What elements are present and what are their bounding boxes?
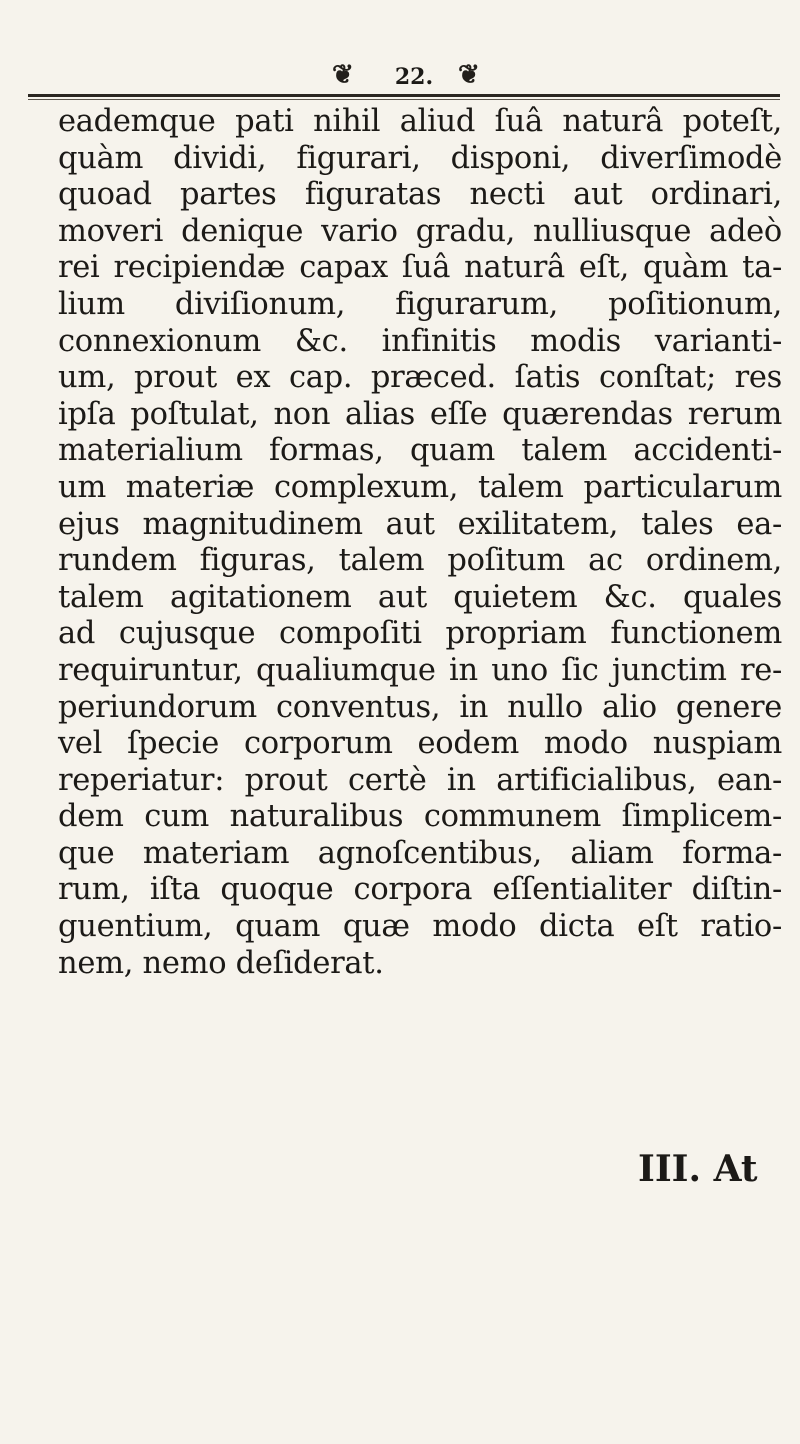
text-line: nem, nemo deſiderat. (58, 945, 384, 981)
text-line: moveri denique vario gradu, nulliusque adeò (58, 213, 782, 249)
header-rule-thin (28, 99, 780, 100)
ornament-right-icon: ❦ (458, 60, 478, 90)
ornament-left-icon: ❦ (332, 60, 352, 90)
text-line: quàm dividi, figurari, disponi, diverſimodè (58, 140, 782, 176)
text-line: rundem figuras, talem poſitum ac ordinem, (58, 543, 782, 579)
running-header (28, 58, 780, 98)
text-line: reperiatur: prout certè in artificialibus, ean- (58, 762, 782, 798)
text-line: connexionum &c. infinitis modis varianti- (58, 323, 782, 359)
text-line: que materiam agnoſcentibus, aliam forma- (58, 835, 782, 871)
text-line: rum, iſta quoque corpora eſſentialiter diſtin- (58, 872, 782, 908)
header-rule (28, 94, 780, 97)
text-line: ipſa poſtulat, non alias eſſe quærendas rerum (58, 396, 782, 432)
text-line: um, prout ex cap. præced. ſatis conſtat; res (58, 360, 782, 396)
text-line: ejus magnitudinem aut exilitatem, tales ea- (58, 506, 782, 542)
text-line: dem cum naturalibus communem ſimplicem- (58, 799, 782, 835)
text-line: talem agitationem aut quietem &c. quales (58, 579, 782, 615)
page-number: 22. (394, 64, 434, 90)
text-line: lium diviſionum, figurarum, poſitionum, (58, 286, 782, 322)
body-text (58, 104, 782, 982)
text-line: requiruntur, qualiumque in uno ſic junctim re- (58, 652, 782, 688)
text-line: um materiæ complexum, talem particularum (58, 469, 782, 505)
text-line: ad cujusque compoſiti propriam functionem (58, 616, 782, 652)
text-line: periundorum conventus, in nullo alio genere (58, 689, 782, 725)
catchword: III. At (638, 1148, 758, 1190)
text-line: quoad partes figuratas necti aut ordinari, (58, 177, 782, 213)
text-line: materialium formas, quam talem accidenti- (58, 433, 782, 469)
text-line: vel ſpecie corporum eodem modo nuspiam (58, 726, 782, 762)
text-line: guentium, quam quæ modo dicta eſt ratio- (58, 909, 782, 945)
text-line: eademque pati nihil aliud ſuâ naturâ poteſt, (58, 104, 782, 139)
text-line: rei recipiendæ capax ſuâ naturâ eſt, quàm ta- (58, 250, 782, 286)
